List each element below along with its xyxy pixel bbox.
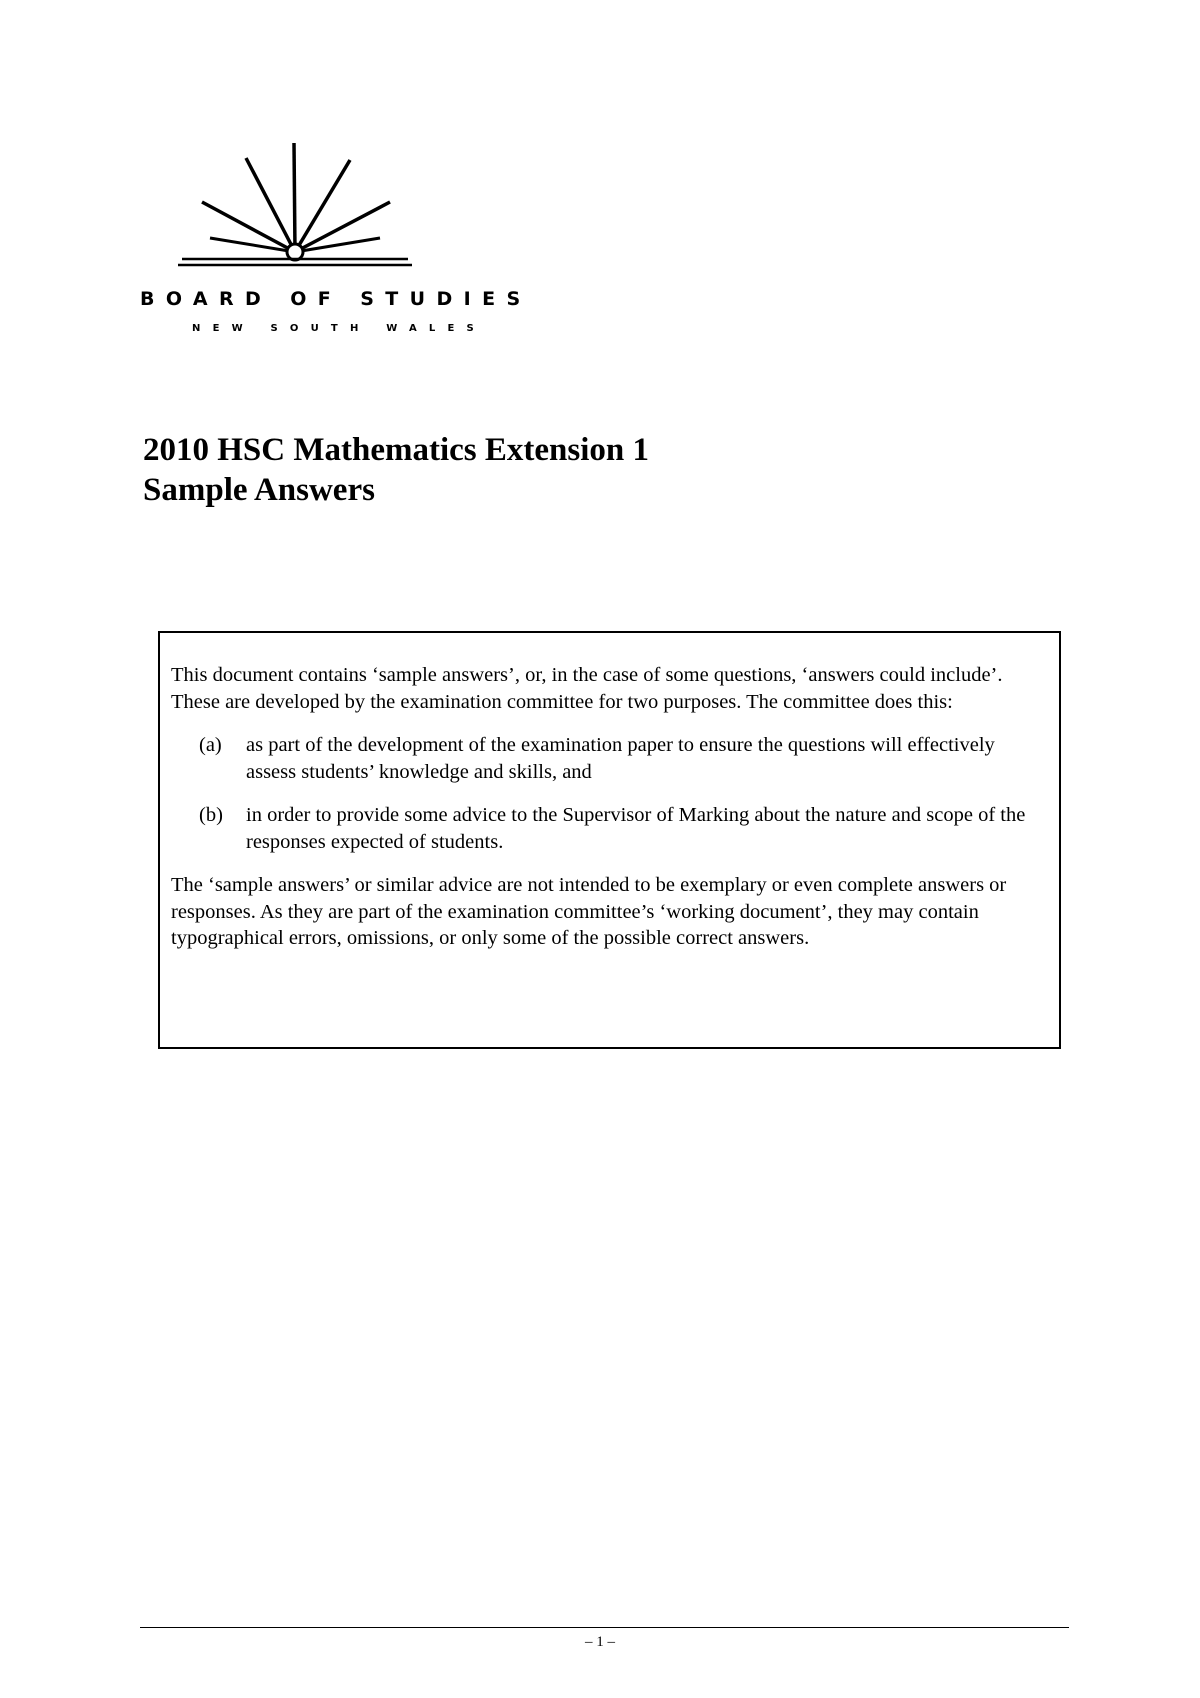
title-line-2: Sample Answers <box>143 472 375 508</box>
item-label: (b) <box>199 804 223 826</box>
disclaimer-item-b <box>171 802 1031 855</box>
title-line-1: 2010 HSC Mathematics Extension 1 <box>143 432 649 468</box>
organization-region: NEW SOUTH WALES <box>192 323 486 334</box>
organization-name: BOARD OF STUDIES <box>140 288 532 310</box>
disclaimer-item-a <box>171 732 1031 785</box>
disclaimer-box <box>158 631 1061 1049</box>
board-of-studies-logo <box>140 138 532 338</box>
disclaimer-closing: The ‘sample answers’ or similar advice are not intended to be exemplary or even complete answers or responses. As they are part of the examination committee’s ‘working document’, they may contain typographical errors, omissions, or only some of the possible correct answers. <box>171 874 1007 949</box>
footer-divider <box>140 1627 1069 1628</box>
sunburst-book-icon <box>170 138 420 278</box>
document-title <box>143 430 649 510</box>
item-text: in order to provide some advice to the Supervisor of Marking about the nature and scope of the responses expected of students. <box>246 804 1026 853</box>
item-text: as part of the development of the examination paper to ensure the questions will effectively assess students’ knowledge and skills, and <box>246 734 995 783</box>
item-label: (a) <box>199 734 222 756</box>
page-number: – 1 – <box>585 1634 615 1650</box>
disclaimer-intro: This document contains ‘sample answers’, or, in the case of some questions, ‘answers could include’. These are developed by the examination committee for two purposes. The committee does this: <box>171 664 1003 713</box>
